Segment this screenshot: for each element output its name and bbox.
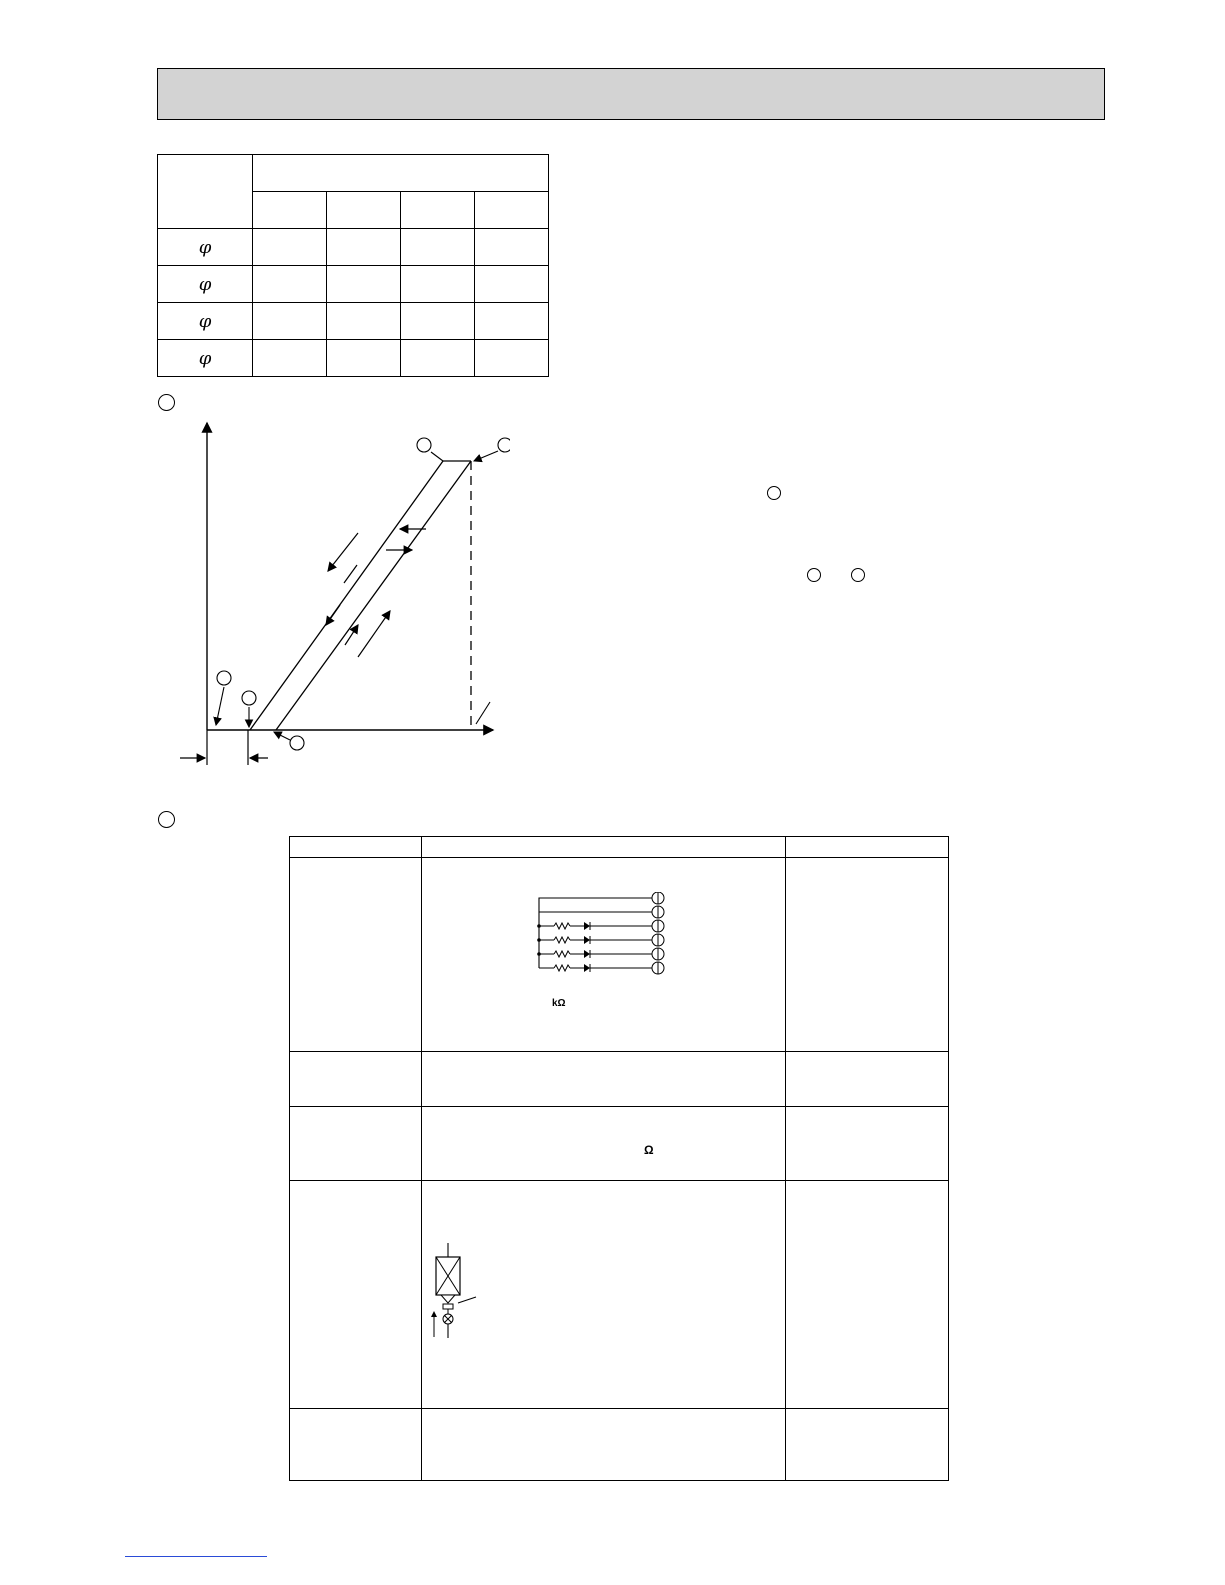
check-cell bbox=[290, 858, 422, 1052]
phase-row-label: φ bbox=[158, 340, 253, 377]
phase-table-col-header bbox=[253, 192, 327, 229]
callout-circle bbox=[242, 691, 256, 705]
reference-circle bbox=[851, 568, 865, 582]
check-table-header bbox=[422, 837, 786, 858]
phase-table-col-header bbox=[327, 192, 401, 229]
closing-side-arrow bbox=[328, 533, 358, 571]
phase-cell bbox=[253, 266, 327, 303]
check-cell bbox=[290, 1107, 422, 1181]
resistor-diode-rows bbox=[537, 922, 652, 972]
callout-leader bbox=[431, 452, 443, 461]
callout-leader bbox=[216, 687, 224, 725]
check-cell bbox=[290, 1409, 422, 1481]
coil-wiring-diagram bbox=[534, 892, 674, 996]
opening-direction-arrow bbox=[345, 625, 358, 645]
phase-cell bbox=[327, 266, 401, 303]
phase-cell bbox=[327, 229, 401, 266]
callout-circle bbox=[217, 671, 231, 685]
phase-cell bbox=[401, 340, 475, 377]
phase-cell bbox=[327, 340, 401, 377]
check-cell bbox=[786, 1181, 949, 1409]
valve-body-diagram bbox=[426, 1241, 496, 1341]
phase-cell bbox=[253, 303, 327, 340]
phase-row-label: φ bbox=[158, 229, 253, 266]
phase-table-group-header bbox=[253, 155, 549, 192]
closing-direction-arrow bbox=[326, 605, 340, 625]
callout-leader bbox=[274, 732, 290, 740]
ohm-symbol: Ω bbox=[644, 1143, 654, 1157]
check-cell bbox=[786, 1107, 949, 1181]
section-marker-circle bbox=[158, 394, 175, 411]
opening-side-arrow bbox=[358, 611, 390, 657]
valve-pulse-diagram bbox=[160, 415, 510, 775]
phase-table bbox=[157, 154, 549, 377]
check-cell bbox=[786, 858, 949, 1052]
opening-line bbox=[276, 461, 471, 730]
check-cell-valve bbox=[422, 1181, 786, 1409]
phase-cell bbox=[327, 303, 401, 340]
section-header-bar bbox=[157, 68, 1105, 120]
valve-cone-icon bbox=[441, 1295, 455, 1303]
phase-cell bbox=[475, 229, 549, 266]
leader-line bbox=[458, 1297, 476, 1303]
phase-cell bbox=[401, 266, 475, 303]
callout-circle bbox=[417, 438, 431, 452]
phase-cell bbox=[401, 229, 475, 266]
phase-table-col-header bbox=[401, 192, 475, 229]
check-cell bbox=[786, 1052, 949, 1107]
check-cell bbox=[422, 1052, 786, 1107]
phase-cell bbox=[475, 266, 549, 303]
phase-cell bbox=[253, 340, 327, 377]
check-cell bbox=[290, 1052, 422, 1107]
reference-circle bbox=[767, 486, 781, 500]
phase-cell bbox=[253, 229, 327, 266]
section-marker-circle bbox=[158, 811, 175, 828]
resistor-unit-label: kΩ bbox=[552, 998, 566, 1009]
footer-link-underline[interactable] bbox=[125, 1556, 267, 1557]
check-table-header bbox=[290, 837, 422, 858]
phase-row-label: φ bbox=[158, 266, 253, 303]
check-table-header bbox=[786, 837, 949, 858]
phase-cell bbox=[475, 303, 549, 340]
check-cell bbox=[290, 1181, 422, 1409]
check-cell bbox=[422, 1409, 786, 1481]
phase-cell bbox=[475, 340, 549, 377]
phase-table-col-header bbox=[475, 192, 549, 229]
check-cell-resistance bbox=[422, 1107, 786, 1181]
callout-circle bbox=[498, 438, 510, 452]
reference-circle bbox=[807, 568, 821, 582]
phase-table-corner bbox=[158, 155, 253, 229]
phase-row-label: φ bbox=[158, 303, 253, 340]
check-cell bbox=[786, 1409, 949, 1481]
terminal-circles bbox=[652, 892, 664, 974]
callout-leader bbox=[474, 451, 498, 461]
check-cell-wiring bbox=[422, 858, 786, 1052]
closing-line bbox=[250, 461, 443, 730]
callout-circle bbox=[290, 736, 304, 750]
phase-cell bbox=[401, 303, 475, 340]
callout-leader bbox=[476, 702, 490, 724]
check-table bbox=[289, 836, 949, 1481]
closing-line-segment bbox=[344, 565, 357, 583]
